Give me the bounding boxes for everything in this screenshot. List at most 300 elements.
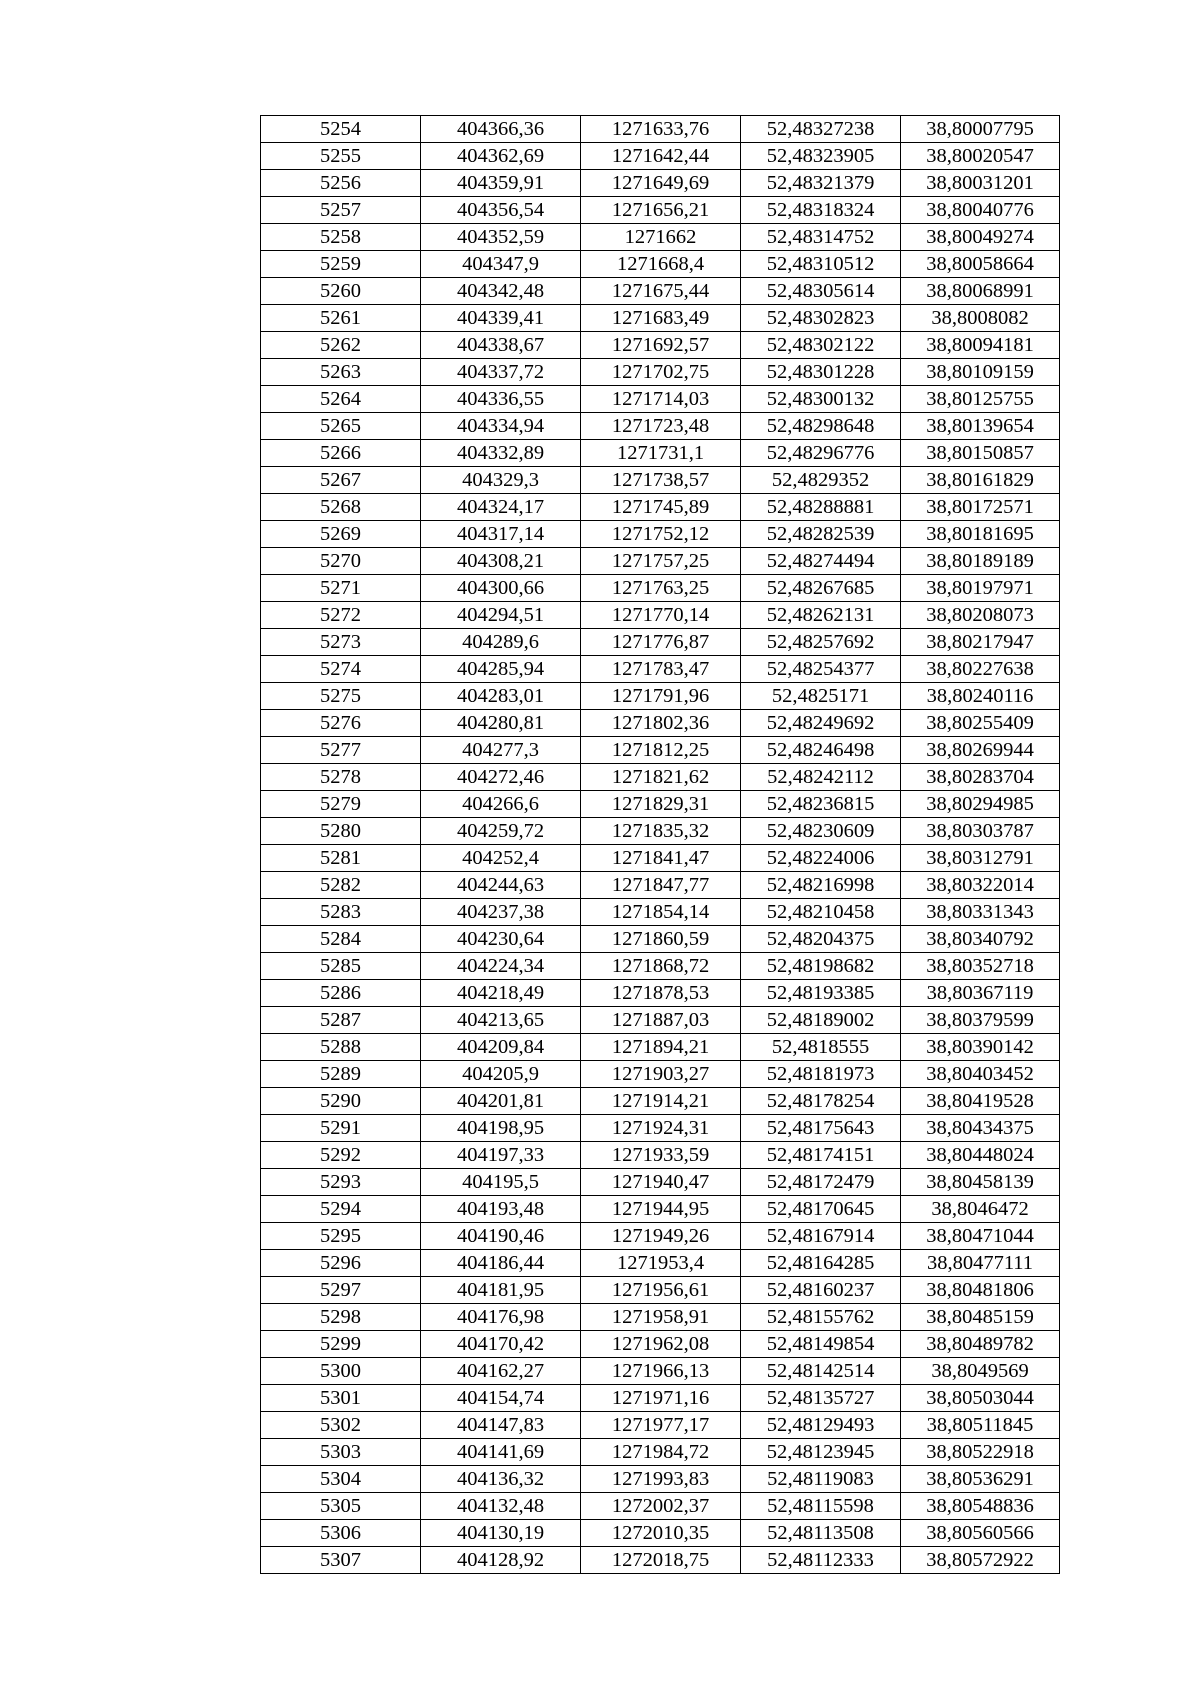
y-coordinate-cell: 1271887,03 xyxy=(581,1007,741,1034)
table-row xyxy=(261,1520,1060,1547)
y-coordinate-cell: 1271783,47 xyxy=(581,656,741,683)
longitude-cell: 38,80390142 xyxy=(901,1034,1060,1061)
latitude-cell: 52,48172479 xyxy=(741,1169,901,1196)
point-number-cell: 5265 xyxy=(261,413,421,440)
y-coordinate-cell: 1271692,57 xyxy=(581,332,741,359)
latitude-cell: 52,48175643 xyxy=(741,1115,901,1142)
latitude-cell: 52,4818555 xyxy=(741,1034,901,1061)
table-row xyxy=(261,683,1060,710)
table-row xyxy=(261,278,1060,305)
point-number-cell: 5290 xyxy=(261,1088,421,1115)
point-number-cell: 5287 xyxy=(261,1007,421,1034)
table-row xyxy=(261,656,1060,683)
point-number-cell: 5295 xyxy=(261,1223,421,1250)
table-row xyxy=(261,1223,1060,1250)
latitude-cell: 52,48115598 xyxy=(741,1493,901,1520)
point-number-cell: 5261 xyxy=(261,305,421,332)
point-number-cell: 5271 xyxy=(261,575,421,602)
longitude-cell: 38,80522918 xyxy=(901,1439,1060,1466)
longitude-cell: 38,80109159 xyxy=(901,359,1060,386)
longitude-cell: 38,80007795 xyxy=(901,116,1060,143)
longitude-cell: 38,80197971 xyxy=(901,575,1060,602)
longitude-cell: 38,80312791 xyxy=(901,845,1060,872)
x-coordinate-cell: 404201,81 xyxy=(421,1088,581,1115)
point-number-cell: 5267 xyxy=(261,467,421,494)
x-coordinate-cell: 404205,9 xyxy=(421,1061,581,1088)
y-coordinate-cell: 1271984,72 xyxy=(581,1439,741,1466)
latitude-cell: 52,48302823 xyxy=(741,305,901,332)
table-row xyxy=(261,332,1060,359)
y-coordinate-cell: 1271977,17 xyxy=(581,1412,741,1439)
x-coordinate-cell: 404280,81 xyxy=(421,710,581,737)
x-coordinate-cell: 404132,48 xyxy=(421,1493,581,1520)
latitude-cell: 52,48242112 xyxy=(741,764,901,791)
longitude-cell: 38,8046472 xyxy=(901,1196,1060,1223)
table-row xyxy=(261,467,1060,494)
point-number-cell: 5286 xyxy=(261,980,421,1007)
x-coordinate-cell: 404162,27 xyxy=(421,1358,581,1385)
x-coordinate-cell: 404336,55 xyxy=(421,386,581,413)
point-number-cell: 5256 xyxy=(261,170,421,197)
longitude-cell: 38,80139654 xyxy=(901,413,1060,440)
point-number-cell: 5273 xyxy=(261,629,421,656)
x-coordinate-cell: 404128,92 xyxy=(421,1547,581,1574)
longitude-cell: 38,80125755 xyxy=(901,386,1060,413)
y-coordinate-cell: 1271829,31 xyxy=(581,791,741,818)
y-coordinate-cell: 1271878,53 xyxy=(581,980,741,1007)
latitude-cell: 52,48296776 xyxy=(741,440,901,467)
x-coordinate-cell: 404317,14 xyxy=(421,521,581,548)
latitude-cell: 52,48204375 xyxy=(741,926,901,953)
longitude-cell: 38,80434375 xyxy=(901,1115,1060,1142)
point-number-cell: 5254 xyxy=(261,116,421,143)
y-coordinate-cell: 1271903,27 xyxy=(581,1061,741,1088)
x-coordinate-cell: 404366,36 xyxy=(421,116,581,143)
y-coordinate-cell: 1271962,08 xyxy=(581,1331,741,1358)
longitude-cell: 38,80572922 xyxy=(901,1547,1060,1574)
point-number-cell: 5288 xyxy=(261,1034,421,1061)
latitude-cell: 52,48301228 xyxy=(741,359,901,386)
table-row xyxy=(261,224,1060,251)
y-coordinate-cell: 1271958,91 xyxy=(581,1304,741,1331)
x-coordinate-cell: 404352,59 xyxy=(421,224,581,251)
table-row xyxy=(261,1196,1060,1223)
latitude-cell: 52,48327238 xyxy=(741,116,901,143)
latitude-cell: 52,48321379 xyxy=(741,170,901,197)
y-coordinate-cell: 1271854,14 xyxy=(581,899,741,926)
x-coordinate-cell: 404277,3 xyxy=(421,737,581,764)
point-number-cell: 5283 xyxy=(261,899,421,926)
x-coordinate-cell: 404259,72 xyxy=(421,818,581,845)
point-number-cell: 5278 xyxy=(261,764,421,791)
table-row xyxy=(261,872,1060,899)
x-coordinate-cell: 404329,3 xyxy=(421,467,581,494)
longitude-cell: 38,80068991 xyxy=(901,278,1060,305)
longitude-cell: 38,80031201 xyxy=(901,170,1060,197)
y-coordinate-cell: 1271956,61 xyxy=(581,1277,741,1304)
latitude-cell: 52,48210458 xyxy=(741,899,901,926)
latitude-cell: 52,4825171 xyxy=(741,683,901,710)
y-coordinate-cell: 1271847,77 xyxy=(581,872,741,899)
point-number-cell: 5259 xyxy=(261,251,421,278)
latitude-cell: 52,48123945 xyxy=(741,1439,901,1466)
table-row xyxy=(261,1088,1060,1115)
latitude-cell: 52,48282539 xyxy=(741,521,901,548)
point-number-cell: 5269 xyxy=(261,521,421,548)
y-coordinate-cell: 1271745,89 xyxy=(581,494,741,521)
latitude-cell: 52,48262131 xyxy=(741,602,901,629)
latitude-cell: 52,48216998 xyxy=(741,872,901,899)
point-number-cell: 5285 xyxy=(261,953,421,980)
table-row xyxy=(261,629,1060,656)
table-row xyxy=(261,170,1060,197)
longitude-cell: 38,80294985 xyxy=(901,791,1060,818)
y-coordinate-cell: 1271971,16 xyxy=(581,1385,741,1412)
table-row xyxy=(261,1169,1060,1196)
y-coordinate-cell: 1271752,12 xyxy=(581,521,741,548)
y-coordinate-cell: 1271702,75 xyxy=(581,359,741,386)
point-number-cell: 5293 xyxy=(261,1169,421,1196)
table-row xyxy=(261,1439,1060,1466)
longitude-cell: 38,80419528 xyxy=(901,1088,1060,1115)
point-number-cell: 5272 xyxy=(261,602,421,629)
y-coordinate-cell: 1271714,03 xyxy=(581,386,741,413)
point-number-cell: 5257 xyxy=(261,197,421,224)
y-coordinate-cell: 1271791,96 xyxy=(581,683,741,710)
longitude-cell: 38,80181695 xyxy=(901,521,1060,548)
point-number-cell: 5304 xyxy=(261,1466,421,1493)
latitude-cell: 52,48193385 xyxy=(741,980,901,1007)
latitude-cell: 52,48224006 xyxy=(741,845,901,872)
longitude-cell: 38,80303787 xyxy=(901,818,1060,845)
longitude-cell: 38,80189189 xyxy=(901,548,1060,575)
point-number-cell: 5280 xyxy=(261,818,421,845)
point-number-cell: 5292 xyxy=(261,1142,421,1169)
x-coordinate-cell: 404252,4 xyxy=(421,845,581,872)
x-coordinate-cell: 404334,94 xyxy=(421,413,581,440)
x-coordinate-cell: 404209,84 xyxy=(421,1034,581,1061)
table-row xyxy=(261,1277,1060,1304)
latitude-cell: 52,48174151 xyxy=(741,1142,901,1169)
y-coordinate-cell: 1271802,36 xyxy=(581,710,741,737)
latitude-cell: 52,48267685 xyxy=(741,575,901,602)
point-number-cell: 5275 xyxy=(261,683,421,710)
x-coordinate-cell: 404308,21 xyxy=(421,548,581,575)
table-row xyxy=(261,980,1060,1007)
latitude-cell: 52,48170645 xyxy=(741,1196,901,1223)
latitude-cell: 52,48178254 xyxy=(741,1088,901,1115)
x-coordinate-cell: 404342,48 xyxy=(421,278,581,305)
longitude-cell: 38,80240116 xyxy=(901,683,1060,710)
longitude-cell: 38,80094181 xyxy=(901,332,1060,359)
y-coordinate-cell: 1271731,1 xyxy=(581,440,741,467)
y-coordinate-cell: 1271642,44 xyxy=(581,143,741,170)
x-coordinate-cell: 404347,9 xyxy=(421,251,581,278)
table-row xyxy=(261,1385,1060,1412)
longitude-cell: 38,80458139 xyxy=(901,1169,1060,1196)
table-row xyxy=(261,386,1060,413)
table-row xyxy=(261,1358,1060,1385)
x-coordinate-cell: 404218,49 xyxy=(421,980,581,1007)
table-row xyxy=(261,737,1060,764)
latitude-cell: 52,48254377 xyxy=(741,656,901,683)
point-number-cell: 5276 xyxy=(261,710,421,737)
table-row xyxy=(261,1493,1060,1520)
table-row xyxy=(261,413,1060,440)
x-coordinate-cell: 404285,94 xyxy=(421,656,581,683)
longitude-cell: 38,80448024 xyxy=(901,1142,1060,1169)
point-number-cell: 5307 xyxy=(261,1547,421,1574)
table-row xyxy=(261,1034,1060,1061)
table-row xyxy=(261,521,1060,548)
latitude-cell: 52,48310512 xyxy=(741,251,901,278)
x-coordinate-cell: 404197,33 xyxy=(421,1142,581,1169)
point-number-cell: 5289 xyxy=(261,1061,421,1088)
point-number-cell: 5303 xyxy=(261,1439,421,1466)
longitude-cell: 38,80283704 xyxy=(901,764,1060,791)
latitude-cell: 52,48298648 xyxy=(741,413,901,440)
longitude-cell: 38,80049274 xyxy=(901,224,1060,251)
latitude-cell: 52,48305614 xyxy=(741,278,901,305)
latitude-cell: 52,48167914 xyxy=(741,1223,901,1250)
x-coordinate-cell: 404170,42 xyxy=(421,1331,581,1358)
longitude-cell: 38,80403452 xyxy=(901,1061,1060,1088)
latitude-cell: 52,48198682 xyxy=(741,953,901,980)
x-coordinate-cell: 404324,17 xyxy=(421,494,581,521)
point-number-cell: 5306 xyxy=(261,1520,421,1547)
x-coordinate-cell: 404198,95 xyxy=(421,1115,581,1142)
point-number-cell: 5281 xyxy=(261,845,421,872)
latitude-cell: 52,48149854 xyxy=(741,1331,901,1358)
y-coordinate-cell: 1271868,72 xyxy=(581,953,741,980)
y-coordinate-cell: 1271675,44 xyxy=(581,278,741,305)
x-coordinate-cell: 404136,32 xyxy=(421,1466,581,1493)
y-coordinate-cell: 1272018,75 xyxy=(581,1547,741,1574)
longitude-cell: 38,80489782 xyxy=(901,1331,1060,1358)
x-coordinate-cell: 404190,46 xyxy=(421,1223,581,1250)
x-coordinate-cell: 404337,72 xyxy=(421,359,581,386)
longitude-cell: 38,80058664 xyxy=(901,251,1060,278)
x-coordinate-cell: 404359,91 xyxy=(421,170,581,197)
table-row xyxy=(261,1061,1060,1088)
x-coordinate-cell: 404266,6 xyxy=(421,791,581,818)
point-number-cell: 5299 xyxy=(261,1331,421,1358)
latitude-cell: 52,48236815 xyxy=(741,791,901,818)
latitude-cell: 52,48257692 xyxy=(741,629,901,656)
longitude-cell: 38,80481806 xyxy=(901,1277,1060,1304)
point-number-cell: 5255 xyxy=(261,143,421,170)
table-row xyxy=(261,1466,1060,1493)
y-coordinate-cell: 1271649,69 xyxy=(581,170,741,197)
x-coordinate-cell: 404213,65 xyxy=(421,1007,581,1034)
table-row xyxy=(261,710,1060,737)
latitude-cell: 52,48142514 xyxy=(741,1358,901,1385)
y-coordinate-cell: 1272002,37 xyxy=(581,1493,741,1520)
table-row xyxy=(261,791,1060,818)
table-row xyxy=(261,818,1060,845)
point-number-cell: 5302 xyxy=(261,1412,421,1439)
longitude-cell: 38,80208073 xyxy=(901,602,1060,629)
y-coordinate-cell: 1271860,59 xyxy=(581,926,741,953)
latitude-cell: 52,48164285 xyxy=(741,1250,901,1277)
y-coordinate-cell: 1271993,83 xyxy=(581,1466,741,1493)
y-coordinate-cell: 1271763,25 xyxy=(581,575,741,602)
x-coordinate-cell: 404130,19 xyxy=(421,1520,581,1547)
table-row xyxy=(261,926,1060,953)
latitude-cell: 52,48302122 xyxy=(741,332,901,359)
latitude-cell: 52,48314752 xyxy=(741,224,901,251)
table-row xyxy=(261,1007,1060,1034)
longitude-cell: 38,80040776 xyxy=(901,197,1060,224)
y-coordinate-cell: 1271914,21 xyxy=(581,1088,741,1115)
x-coordinate-cell: 404230,64 xyxy=(421,926,581,953)
latitude-cell: 52,48274494 xyxy=(741,548,901,575)
x-coordinate-cell: 404362,69 xyxy=(421,143,581,170)
x-coordinate-cell: 404193,48 xyxy=(421,1196,581,1223)
x-coordinate-cell: 404147,83 xyxy=(421,1412,581,1439)
table-row xyxy=(261,1250,1060,1277)
y-coordinate-cell: 1271966,13 xyxy=(581,1358,741,1385)
point-number-cell: 5296 xyxy=(261,1250,421,1277)
y-coordinate-cell: 1271738,57 xyxy=(581,467,741,494)
coordinate-table xyxy=(260,115,1060,1574)
y-coordinate-cell: 1271933,59 xyxy=(581,1142,741,1169)
latitude-cell: 52,48249692 xyxy=(741,710,901,737)
latitude-cell: 52,4829352 xyxy=(741,467,901,494)
point-number-cell: 5263 xyxy=(261,359,421,386)
point-number-cell: 5274 xyxy=(261,656,421,683)
y-coordinate-cell: 1271924,31 xyxy=(581,1115,741,1142)
point-number-cell: 5291 xyxy=(261,1115,421,1142)
longitude-cell: 38,80340792 xyxy=(901,926,1060,953)
longitude-cell: 38,80172571 xyxy=(901,494,1060,521)
table-row xyxy=(261,251,1060,278)
longitude-cell: 38,8049569 xyxy=(901,1358,1060,1385)
x-coordinate-cell: 404289,6 xyxy=(421,629,581,656)
longitude-cell: 38,80367119 xyxy=(901,980,1060,1007)
y-coordinate-cell: 1271821,62 xyxy=(581,764,741,791)
latitude-cell: 52,48300132 xyxy=(741,386,901,413)
y-coordinate-cell: 1271940,47 xyxy=(581,1169,741,1196)
longitude-cell: 38,80227638 xyxy=(901,656,1060,683)
y-coordinate-cell: 1271776,87 xyxy=(581,629,741,656)
x-coordinate-cell: 404141,69 xyxy=(421,1439,581,1466)
latitude-cell: 52,48155762 xyxy=(741,1304,901,1331)
latitude-cell: 52,48181973 xyxy=(741,1061,901,1088)
point-number-cell: 5298 xyxy=(261,1304,421,1331)
table-row xyxy=(261,575,1060,602)
longitude-cell: 38,80379599 xyxy=(901,1007,1060,1034)
point-number-cell: 5305 xyxy=(261,1493,421,1520)
y-coordinate-cell: 1272010,35 xyxy=(581,1520,741,1547)
point-number-cell: 5297 xyxy=(261,1277,421,1304)
table-row xyxy=(261,548,1060,575)
longitude-cell: 38,80217947 xyxy=(901,629,1060,656)
table-row xyxy=(261,845,1060,872)
table-row xyxy=(261,494,1060,521)
table-row xyxy=(261,116,1060,143)
longitude-cell: 38,80477111 xyxy=(901,1250,1060,1277)
latitude-cell: 52,48112333 xyxy=(741,1547,901,1574)
y-coordinate-cell: 1271949,26 xyxy=(581,1223,741,1250)
x-coordinate-cell: 404300,66 xyxy=(421,575,581,602)
x-coordinate-cell: 404181,95 xyxy=(421,1277,581,1304)
point-number-cell: 5264 xyxy=(261,386,421,413)
latitude-cell: 52,48113508 xyxy=(741,1520,901,1547)
x-coordinate-cell: 404294,51 xyxy=(421,602,581,629)
table-row xyxy=(261,899,1060,926)
y-coordinate-cell: 1271953,4 xyxy=(581,1250,741,1277)
table-row xyxy=(261,602,1060,629)
table-row xyxy=(261,359,1060,386)
point-number-cell: 5301 xyxy=(261,1385,421,1412)
point-number-cell: 5258 xyxy=(261,224,421,251)
y-coordinate-cell: 1271757,25 xyxy=(581,548,741,575)
table-row xyxy=(261,1115,1060,1142)
point-number-cell: 5277 xyxy=(261,737,421,764)
table-row xyxy=(261,143,1060,170)
latitude-cell: 52,48230609 xyxy=(741,818,901,845)
point-number-cell: 5282 xyxy=(261,872,421,899)
x-coordinate-cell: 404272,46 xyxy=(421,764,581,791)
point-number-cell: 5300 xyxy=(261,1358,421,1385)
table-row xyxy=(261,1304,1060,1331)
table-row xyxy=(261,1412,1060,1439)
y-coordinate-cell: 1271633,76 xyxy=(581,116,741,143)
x-coordinate-cell: 404332,89 xyxy=(421,440,581,467)
y-coordinate-cell: 1271894,21 xyxy=(581,1034,741,1061)
y-coordinate-cell: 1271723,48 xyxy=(581,413,741,440)
longitude-cell: 38,80020547 xyxy=(901,143,1060,170)
latitude-cell: 52,48323905 xyxy=(741,143,901,170)
longitude-cell: 38,80536291 xyxy=(901,1466,1060,1493)
y-coordinate-cell: 1271683,49 xyxy=(581,305,741,332)
longitude-cell: 38,80331343 xyxy=(901,899,1060,926)
x-coordinate-cell: 404186,44 xyxy=(421,1250,581,1277)
longitude-cell: 38,80511845 xyxy=(901,1412,1060,1439)
longitude-cell: 38,80255409 xyxy=(901,710,1060,737)
table-body xyxy=(261,116,1060,1574)
latitude-cell: 52,48129493 xyxy=(741,1412,901,1439)
x-coordinate-cell: 404154,74 xyxy=(421,1385,581,1412)
x-coordinate-cell: 404339,41 xyxy=(421,305,581,332)
latitude-cell: 52,48135727 xyxy=(741,1385,901,1412)
table-row xyxy=(261,1547,1060,1574)
x-coordinate-cell: 404356,54 xyxy=(421,197,581,224)
x-coordinate-cell: 404283,01 xyxy=(421,683,581,710)
point-number-cell: 5284 xyxy=(261,926,421,953)
point-number-cell: 5262 xyxy=(261,332,421,359)
point-number-cell: 5270 xyxy=(261,548,421,575)
longitude-cell: 38,80322014 xyxy=(901,872,1060,899)
latitude-cell: 52,48288881 xyxy=(741,494,901,521)
table-row xyxy=(261,440,1060,467)
x-coordinate-cell: 404338,67 xyxy=(421,332,581,359)
table-row xyxy=(261,953,1060,980)
longitude-cell: 38,80161829 xyxy=(901,467,1060,494)
x-coordinate-cell: 404237,38 xyxy=(421,899,581,926)
point-number-cell: 5266 xyxy=(261,440,421,467)
table-row xyxy=(261,1142,1060,1169)
longitude-cell: 38,80269944 xyxy=(901,737,1060,764)
point-number-cell: 5268 xyxy=(261,494,421,521)
point-number-cell: 5260 xyxy=(261,278,421,305)
latitude-cell: 52,48189002 xyxy=(741,1007,901,1034)
longitude-cell: 38,80485159 xyxy=(901,1304,1060,1331)
table-row xyxy=(261,197,1060,224)
x-coordinate-cell: 404244,63 xyxy=(421,872,581,899)
longitude-cell: 38,80471044 xyxy=(901,1223,1060,1250)
